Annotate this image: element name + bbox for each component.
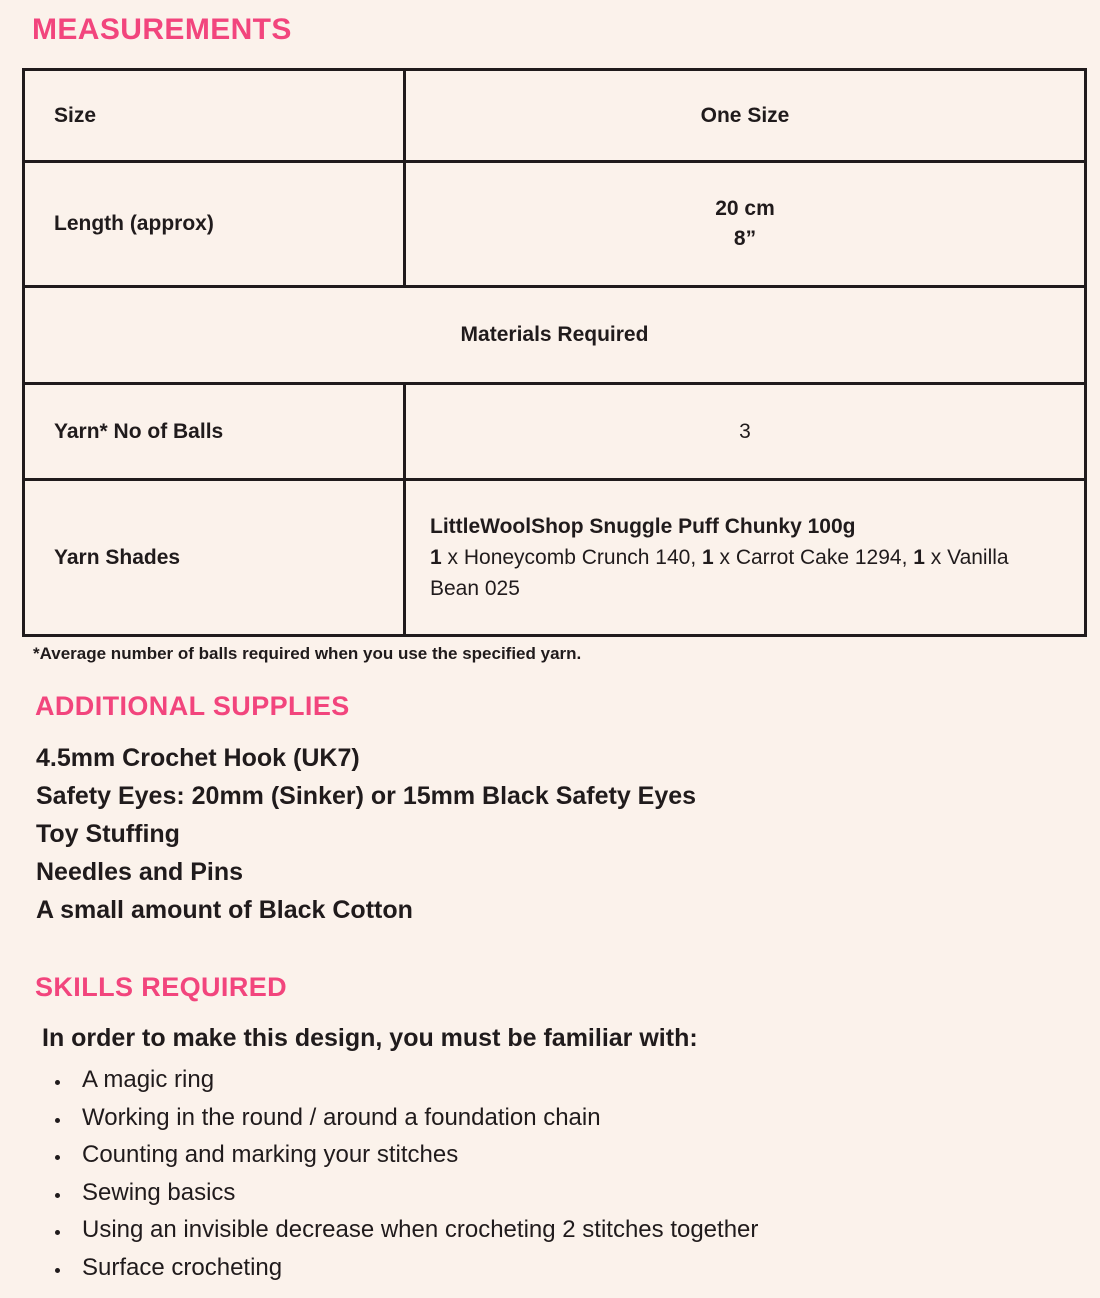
table-row-yarn-shades bbox=[24, 480, 1086, 636]
list-item: Needles and Pins bbox=[36, 858, 244, 886]
skills-list bbox=[0, 1053, 1100, 1286]
length-label: Length (approx) bbox=[24, 162, 405, 287]
measurements-table bbox=[22, 68, 1087, 637]
list-item: • Using an invisible decrease when crocheting 2 stitches together bbox=[72, 1211, 1100, 1249]
list-item: • Sewing basics bbox=[72, 1174, 1100, 1212]
yarn-shade-segment: 1 bbox=[701, 546, 714, 569]
yarn-shade-segment: x Honeycomb Crunch 140, bbox=[441, 546, 702, 569]
length-value bbox=[405, 162, 1086, 287]
yarn-shade-segment: x Carrot Cake 1294, bbox=[713, 546, 914, 569]
yarn-shade-list bbox=[430, 542, 1056, 604]
yarn-brand-line: LittleWoolShop Snuggle Puff Chunky 100g bbox=[430, 515, 856, 538]
size-label: Size bbox=[24, 70, 405, 162]
list-item: • Working in the round / around a foundation chain bbox=[72, 1099, 1100, 1137]
yarn-shades-value bbox=[405, 480, 1086, 636]
list-item: Safety Eyes: 20mm (Sinker) or 15mm Black Safety Eyes bbox=[36, 782, 697, 810]
yarn-balls-value: 3 bbox=[405, 384, 1086, 480]
length-value-inches: 8” bbox=[733, 227, 757, 250]
skills-intro-text: In order to make this design, you must be familiar with: bbox=[42, 1024, 698, 1052]
list-item: • Counting and marking your stitches bbox=[72, 1136, 1100, 1174]
yarn-footnote: *Average number of balls required when you use the specified yarn. bbox=[33, 644, 582, 663]
yarn-shade-segment: x Vanilla Bean 025 bbox=[430, 546, 1009, 600]
list-item: • A magic ring bbox=[72, 1061, 1100, 1099]
table-row-materials-header bbox=[24, 287, 1086, 384]
list-item: Toy Stuffing bbox=[36, 820, 180, 848]
list-item: • Surface crocheting bbox=[72, 1249, 1100, 1287]
table-row-size bbox=[24, 70, 1086, 162]
yarn-shade-segment: 1 bbox=[430, 546, 442, 569]
additional-supplies-heading: ADDITIONAL SUPPLIES bbox=[35, 691, 350, 721]
materials-required-header: Materials Required bbox=[24, 287, 1086, 384]
list-item: 4.5mm Crochet Hook (UK7) bbox=[36, 744, 360, 772]
length-value-cm: 20 cm bbox=[715, 197, 775, 220]
table-row-yarn-balls bbox=[24, 384, 1086, 480]
measurements-heading: MEASUREMENTS bbox=[32, 13, 292, 46]
list-item: A small amount of Black Cotton bbox=[36, 896, 413, 924]
yarn-balls-label: Yarn* No of Balls bbox=[24, 384, 405, 480]
yarn-shades-label: Yarn Shades bbox=[24, 480, 405, 636]
table-row-length bbox=[24, 162, 1086, 287]
size-value: One Size bbox=[405, 70, 1086, 162]
skills-required-heading: SKILLS REQUIRED bbox=[35, 972, 288, 1002]
yarn-shade-segment: 1 bbox=[913, 546, 925, 569]
additional-supplies-list bbox=[0, 722, 1100, 929]
